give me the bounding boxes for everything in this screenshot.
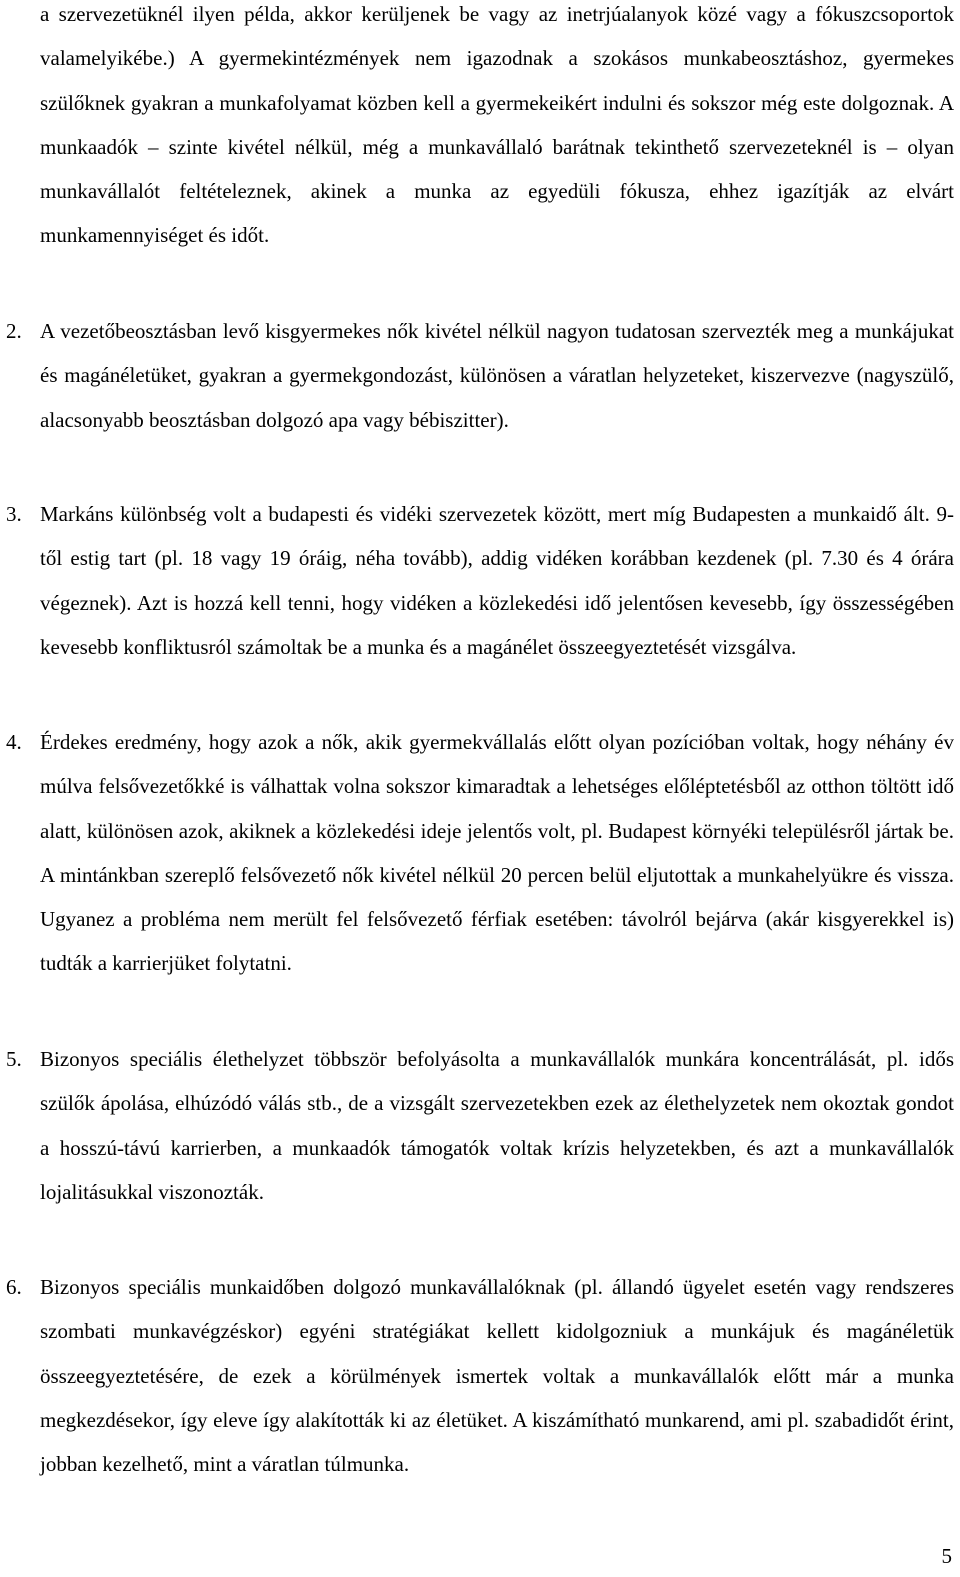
list-item-number: 4. bbox=[6, 730, 22, 754]
list-item-number: 6. bbox=[6, 1275, 22, 1299]
list-item-text: Markáns különbség volt a budapesti és vidéki szervezetek között, mert míg Budapesten a munkaidő ált. 9-től estig tart (pl. 18 vagy 19 óráig, néha tovább), addig vidéken korábban kezdenek (pl. 7.30 és 4 órára végeznek). Azt is hozzá kell tenni, hogy vidéken a közlekedési idő jelentősen kevesebb, így összességében kevesebb konfliktusról számoltak be a munka és a magánélet összeegyeztetését vizsgálva. bbox=[40, 502, 954, 659]
list-item-number: 3. bbox=[6, 502, 22, 526]
list-item-number: 2. bbox=[6, 319, 22, 343]
list-item-text: Érdekes eredmény, hogy azok a nők, akik gyermekvállalás előtt olyan pozícióban voltak, hogy néhány év múlva felsővezetőkké is válhattak volna sokszor kimaradtak a lehetséges előléptetésből az otthon töltött idő alatt, különösen azok, akiknek a közlekedési ideje jelentős volt, pl. Budapest környéki településről jártak be. A mintánkban szereplő felsővezető nők kivétel nélkül 20 percen belül eljutottak a munkahelyükre és vissza. Ugyanez a probléma nem merült fel felsővezető férfiak esetében: távolról bejárva (akár kisgyerekkel is) tudták a karrierjüket folytatni. bbox=[40, 730, 954, 976]
page-number: 5 bbox=[941, 1544, 952, 1568]
list-item-text: Bizonyos speciális élethelyzet többször befolyásolta a munkavállalók munkára koncentrálását, pl. idős szülők ápolása, elhúzódó válás stb., de a vizsgált szervezetekben ezek az élethelyzetek nem okoztak gondot a hosszú-távú karrierben, a munkaadók támogatók voltak krízis helyzetekben, és azt a munkavállalók lojalitásukkal viszonozták. bbox=[40, 1047, 954, 1204]
list-item-text: Bizonyos speciális munkaidőben dolgozó munkavállalóknak (pl. állandó ügyelet esetén vagy rendszeres szombati munkavégzéskor) egyéni stratégiákat kellett kidolgozniuk a munkájuk és magánéletük összeegyeztetésére, de ezek a körülmények ismertek voltak a munkavállalók előtt már a munka megkezdésekor, így eleve így alakították ki az életüket. A kiszámítható munkarend, ami pl. szabadidőt érint, jobban kezelhető, mint a váratlan túlmunka. bbox=[40, 1275, 954, 1477]
list-item-text: A vezetőbeosztásban levő kisgyermekes nők kivétel nélkül nagyon tudatosan szervezték meg a munkájukat és magánéletüket, gyakran a gyermekgondozást, különösen a váratlan helyzeteket, kiszervezve (nagyszülő, alacsonyabb beosztásban dolgozó apa vagy bébiszitter). bbox=[40, 319, 954, 432]
intro-paragraph: a szervezetüknél ilyen példa, akkor kerüljenek be vagy az inetrjúalanyok közé vagy a fókuszcsoportok valamelyikébe.) A gyermekintézmények nem igazodnak a szokásos munkabeosztáshoz, gyermekes szülőknek gyakran a munkafolyamat közben kell a gyermekeikért indulni és sokszor még este dolgoznak. A munkaadók – szinte kivétel nélkül, még a munkavállaló barátnak tekinthető szervezeteknél is – olyan munkavállalót feltételeznek, akinek a munka az egyedüli fókusza, ehhez igazítják az elvárt munkamennyiséget és időt. bbox=[40, 2, 954, 248]
list-item-number: 5. bbox=[6, 1047, 22, 1071]
